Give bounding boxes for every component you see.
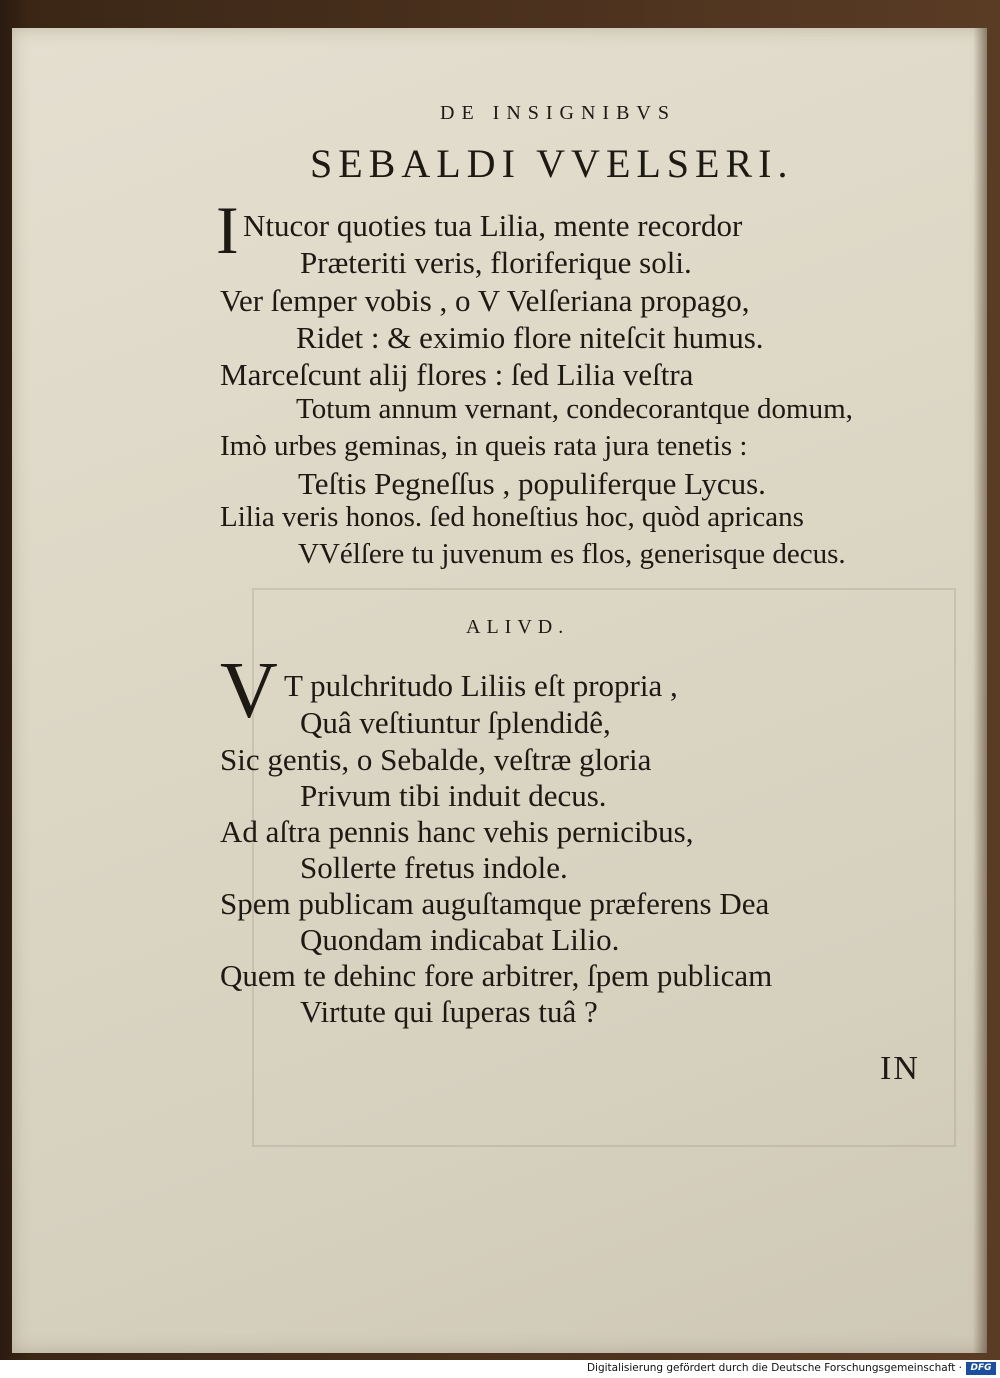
poem1-line-5: Marceſcunt alij flores : ſed Lilia veſtra [220,357,694,392]
poem1-line-3: Ver ſemper vobis , o V Velſeriana propago, [220,283,750,318]
poem2-line-9: Quem te dehinc fore arbitrer, ſpem publicam [220,958,773,993]
poem1-line-1: Ntucor quoties tua Lilia, mente recordor [243,208,743,243]
page-title: SEBALDI VVELSERI. [310,141,794,186]
drop-cap-initial-i: I [216,192,239,268]
poem1-line-10: VVélſere tu juvenum es flos, generisque decus. [298,538,846,570]
dfg-logo-icon: DFG [966,1362,996,1375]
poem2-line-7: Spem publicam auguſtamque præferens Dea [220,886,770,921]
poem1-line-9: Lilia veris honos. ſed honeſtius hoc, quòd apricans [220,501,804,533]
catchword: IN [880,1050,920,1087]
poem2-line-4: Privum tibi induit decus. [300,778,607,813]
drop-cap-initial-v: V [220,647,278,735]
poem1-line-4: Ridet : & eximio flore niteſcit humus. [296,320,764,355]
poem2-line-6: Sollerte fretus indole. [300,850,568,885]
section-heading: ALIVD. [466,616,570,638]
running-head: DE INSIGNIBVS [440,102,676,124]
poem1-line-8: Teſtis Pegneſſus , populiferque Lycus. [298,466,766,501]
page-edge-shadow [973,28,987,1353]
poem2-line-5: Ad aſtra pennis hanc vehis pernicibus, [220,814,694,849]
poem2-line-1: T pulchritudo Liliis eſt propria , [284,668,678,703]
poem2-line-10: Virtute qui ſuperas tuâ ? [300,994,598,1029]
poem1-line-7: Imò urbes geminas, in queis rata jura tenetis : [220,430,748,462]
poem2-line-3: Sic gentis, o Sebalde, veſtræ gloria [220,742,652,777]
poem2-line-2: Quâ veſtiuntur ſplendidê, [300,705,611,740]
footer-credit: Digitalisierung gefördert durch die Deutsche Forschungsgemeinschaft · [586,1362,962,1374]
poem1-line-2: Præteriti veris, floriferique soli. [300,245,692,280]
poem2-line-8: Quondam indicabat Lilio. [300,922,620,957]
footer-bar [0,1360,1000,1378]
poem1-line-6: Totum annum vernant, condecorantque domum, [296,393,853,425]
